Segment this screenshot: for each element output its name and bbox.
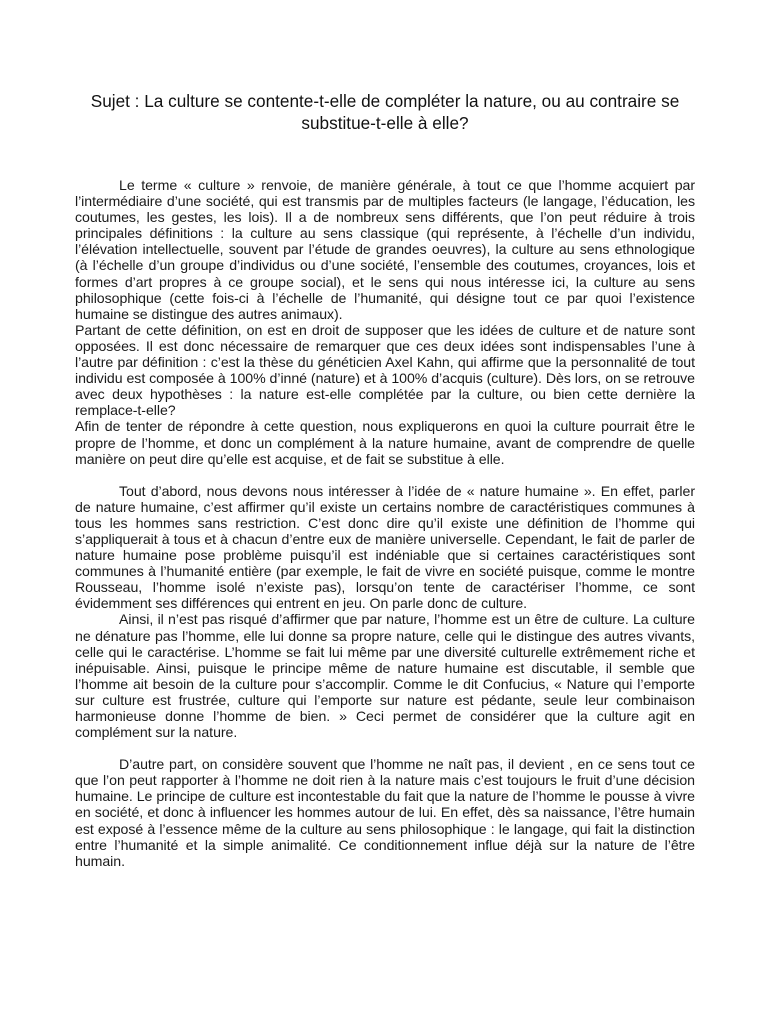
paragraph-problematic: Partant de cette définition, on est en droit de supposer que les idées de culture et de nature sont opposées. Il est donc nécessaire de remarquer que ces deux idées sont indispensables l’une à l’autre par définition : c’est la thèse du généticien Axel Kahn, qui affirme que la personnalité de tout individu est composée à 100% d’inné (nature) et à 100% d’acquis (culture). Dès lors, on se retrouve avec deux hypothèses : la nature est-elle complétée par la culture, ou bien cette dernière la remplace-t-elle? (75, 321, 695, 419)
paragraph-plan: Afin de tenter de répondre à cette question, nous expliquerons en quoi la culture pourrait être le propre de l’homme, et donc un complément à la nature humaine, avant de comprendre de quelle manière on peut dire qu’elle est acquise, et de fait se substitue à elle. (75, 418, 695, 467)
paragraph-human-nature: Tout d’abord, nous devons nous intéresser à l’idée de « nature humaine ». En effet, parler de nature humaine, c’est affirmer qu’il existe un certains nombre de caractéristiques communes à tous les hommes sans restriction. C’est donc dire qu’il existe une définition de l’homme qui s’appliquerait à tous et à chacun d’entre eux de manière universelle. Cependant, le fait de parler de nature humaine pose problème puisqu’il est indéniable que si certaines caractéristiques sont communes à l’humanité entière (par exemple, le fait de vivre en société puisque, comme le montre Rousseau, l’homme isolé n’existe pas), lorsqu’on tente de caractériser l’homme, ce sont évidemment ses différences qui entrent en jeu. On parle donc de culture. (75, 482, 695, 612)
paragraph-culture-acquired: D’autre part, on considère souvent que l’homme ne naît pas, il devient , en ce sens tout ce que l’on peut rapporter à l’homme ne doit rien à la nature mais c’est toujours le fruit d’une décision humaine. Le principe de culture est incontestable du fait que la nature de l’homme le pousse à vivre en société, et donc à influencer les hommes autour de lui. En effet, dès sa naissance, l’être humain est exposé à l’essence même de la culture au sens philosophique : le langage, qui fait la distinction entre l’humanité et la simple animalité. Ce conditionnement influe déjà sur la nature de l’être humain. (75, 756, 695, 869)
document-body (75, 177, 695, 869)
document-page (75, 90, 695, 869)
paragraph-culture-complement: Ainsi, il n’est pas risqué d’affirmer que par nature, l’homme est un être de culture. La culture ne dénature pas l’homme, elle lui donne sa propre nature, celle qui le distingue des autres vivants, celle qui le caractérise. L’homme se fait lui même par une diversité culturelle extrêmement riche et inépuisable. Ainsi, puisque le principe même de nature humaine est discutable, il semble que l’homme ait besoin de la culture pour s’accomplir. Comme le dit Confucius, « Nature qui l’emporte sur culture est frustrée, culture qui l’emporte sur nature est pédante, seule leur combinaison harmonieuse donne l’homme de bien. » Ceci permet de considérer que la culture agit en complément sur la nature. (75, 611, 695, 741)
paragraph-spacer (75, 467, 695, 483)
page-title: Sujet : La culture se contente-t-elle de compléter la nature, ou au contraire se substitue-t-elle à elle? (90, 91, 680, 133)
paragraph-introduction: Le terme « culture » renvoie, de manière générale, à tout ce que l’homme acquiert par l’intermédiaire d’une société, qui est transmis par de multiples facteurs (le langage, l’éducation, les coutumes, les gestes, les lois). Il a de nombreux sens différents, que l’on peut réduire à trois principales définitions : la culture au sens classique (qui représente, à l’échelle d’un individu, l’élévation intellectuelle, souvent par l’étude de grandes oeuvres), la culture au sens ethnologique (à l’échelle d’un groupe d’individus ou d’une société, l’ensemble des coutumes, croyances, lois et formes d’art propres à ce groupe social), et le sens qui nous intéresse ici, la culture au sens philosophique (cette fois-ci à l’échelle de l’humanité, qui désigne tout ce par quoi l’existence humaine se distingue des autres animaux). (75, 177, 695, 322)
paragraph-spacer (75, 740, 695, 756)
